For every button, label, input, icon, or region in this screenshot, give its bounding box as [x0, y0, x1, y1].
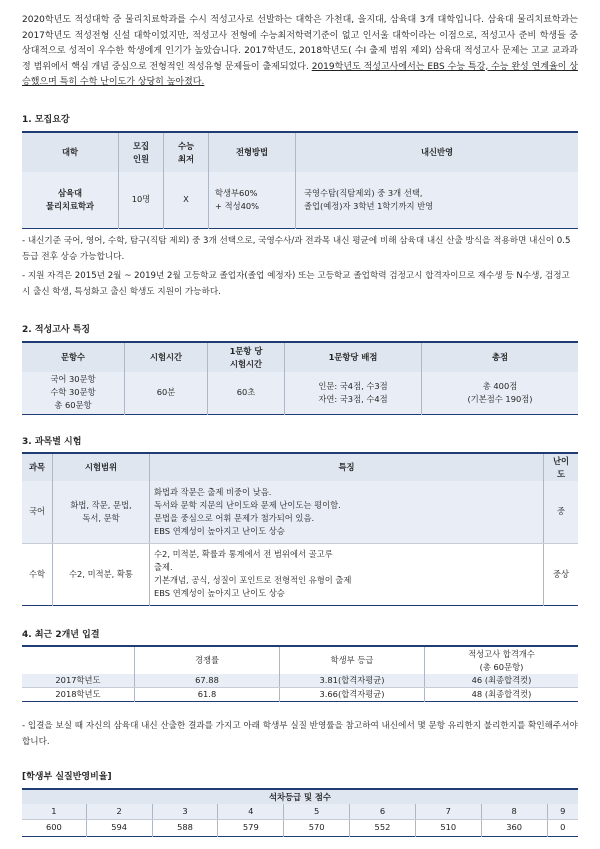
- col-rate: 경쟁률: [135, 646, 280, 674]
- cell-rate: 67.88: [135, 674, 280, 688]
- col-questions: 문항수: [60, 352, 86, 362]
- cell-rate: 61.8: [135, 688, 280, 702]
- col-per-time: 1문항 당 시험시간: [208, 342, 285, 372]
- col-univ: 대학: [61, 147, 79, 157]
- grade-cell: 8: [481, 804, 547, 819]
- intro-text: 2020학년도 적성대학 중 물리치료학과를 수시 적성고사로 선발하는 대학은 가천대, 을지대, 삼육대 3개 대학입니다. 삼육대 물리치료학과는 2017학년도 적성전형 신설 대학이었지만, 적성고사 전형에 수능최저학력기준이 없고 인서울 대학이라는 이점으로, 적성고사 준비 학생들 중 상대적으로 성적이 우수한 학생에게 인기가 높았습니다. 2017학년도, 2018학년도( 수I 출제 범위 제외) 삼육대 적성고사 문제는 고교 교과과정 범위에서 핵심 개념 중심으로 전형적인 적성유형 문제들이 출제되었다.: [22, 15, 578, 72]
- score-cell: 510: [415, 819, 481, 836]
- col-grade: 학생부 등급: [280, 646, 425, 674]
- col-time: 시험시간: [125, 342, 208, 372]
- section-2-title: 2. 적성고사 특징: [22, 325, 91, 335]
- cell-naesin: 국영수탐(직탐제외) 중 3개 선택, 졸업(예정)자 3학년 1학기까지 반영: [296, 172, 579, 228]
- cell-year: 2017학년도: [22, 674, 135, 688]
- col-subject: 과목: [28, 462, 46, 472]
- col-year: [22, 646, 135, 674]
- cell-year: 2018학년도: [55, 689, 101, 699]
- cell-points: 인문: 국4점, 수3점 자연: 국3점, 수4점: [285, 372, 422, 414]
- cell-range-math: 수2, 미적분, 확통: [53, 543, 150, 605]
- score-cell: 0: [547, 819, 578, 836]
- score-cell: 588: [152, 819, 218, 836]
- col-naesin: 내신반영: [296, 132, 579, 172]
- aptitude-table: [22, 341, 578, 415]
- score-cell: 600: [45, 822, 62, 832]
- score-cell: 594: [86, 819, 152, 836]
- section-1-note-2: - 지원 자격은 2015년 2월 ~ 2019년 2월 고등학교 졸업자(졸업 예정자) 또는 고등학교 졸업학력 검정고시 합격자이므로 재수생 등 N수생, 검정고시 출신 학생, 특성화고 출신 학생도 지원이 가능하다.: [22, 271, 570, 297]
- cell-count: 10명: [119, 172, 164, 228]
- col-min: 수능 최저: [164, 132, 209, 172]
- section-4-note: - 입결을 보실 때 자신의 삼육대 내신 산출한 결과를 가지고 아래 학생부 실질 반영률을 참고하여 내신에서 몇 문항 유리한지 불리한지를 확인해주셔야 합니다.: [22, 721, 578, 747]
- section-1-title: 1. 모집요강: [22, 115, 70, 125]
- cell-grade: 3.81(합격자평균): [280, 674, 425, 688]
- feature-line: 독서와 문학 지문의 난이도와 문제 난이도는 평이함.: [154, 499, 341, 510]
- grade-cell: 1: [22, 804, 86, 819]
- score-cell: 360: [481, 819, 547, 836]
- results-table: [22, 645, 578, 702]
- cell-features-korean: [150, 481, 544, 543]
- feature-line: 수2, 미적분, 확률과 통계에서 전 범위에서 골고루: [154, 549, 333, 559]
- col-total: 총점: [422, 342, 579, 372]
- col-method: 전형방법: [209, 132, 296, 172]
- recruit-table: [22, 131, 578, 229]
- col-cnt: 적성고사 합격개수 (총 60문항): [425, 646, 579, 674]
- feature-line: 화법과 작문은 출제 비중이 낮음.: [154, 486, 272, 497]
- grade-cell: 6: [350, 804, 416, 819]
- col-level: 난이 도: [544, 453, 579, 481]
- cell-time: 60분: [125, 372, 208, 414]
- section-3-title: 3. 과목별 시험: [22, 437, 82, 447]
- col-features: 특징: [150, 453, 544, 481]
- section-4-title: 4. 최근 2개년 입결: [22, 630, 100, 640]
- grade-cell: 7: [415, 804, 481, 819]
- grade-cell: 9: [547, 804, 578, 819]
- cell-cnt: 48 (최종합격컷): [425, 688, 579, 702]
- grade-score-table: [22, 788, 578, 837]
- section-5-title: [학생부 실질반영비율]: [22, 772, 112, 782]
- feature-line: 문법을 중심으로 어휘 문제가 첨가되어 있음.: [154, 512, 315, 523]
- feature-line: 기본개념, 공식, 성질이 포인트로 전형적인 유형이 출제: [154, 575, 352, 585]
- cell-range-korean: 화법, 작문, 문법, 독서, 문학: [53, 481, 150, 543]
- score-cell: 570: [284, 819, 350, 836]
- cell-cnt: 46 (최종합격컷): [425, 674, 579, 688]
- cell-total: 총 400점 (기본점수 190점): [422, 372, 579, 414]
- feature-line: 출제.: [154, 562, 173, 572]
- col-range: 시험범위: [53, 453, 150, 481]
- cell-per-time: 60초: [208, 372, 285, 414]
- cell-level-math: 중상: [544, 543, 579, 605]
- col-count: 모집 인원: [119, 132, 164, 172]
- grade-cell: 3: [152, 804, 218, 819]
- col-points: 1문항당 배점: [285, 342, 422, 372]
- grade-score-header: 석차등급 및 점수: [269, 791, 331, 802]
- intro-underlined-text: 2019학년도 적성고사에서는 EBS 수능 특강, 수능 완성 연계율이 상승했으며 특히 수학 난이도가 상당히 높아졌다.: [22, 61, 578, 87]
- section-1-note-1: - 내신기준 국어, 영어, 수학, 탐구(직탐 제외) 중 3개 선택으로, 국영수사/과 전과목 내신 평균에 비해 삼육대 내신 산출 방식을 적용하면 내신이 0.5등급 전후 상승 가능합니다.: [22, 236, 571, 262]
- cell-grade: 3.66(합격자평균): [280, 688, 425, 702]
- intro-paragraph: [22, 13, 578, 91]
- cell-questions: 국어 30문항 수학 30문항 총 60문항: [50, 374, 96, 411]
- cell-univ: 삼육대 물리치료학과: [45, 187, 95, 211]
- cell-features-math: [150, 543, 544, 605]
- score-cell: 579: [218, 819, 284, 836]
- feature-line: EBS 연계성이 높아지고 난이도 상승: [154, 588, 285, 598]
- grade-cell: 2: [86, 804, 152, 819]
- cell-subject-korean: 국어: [22, 481, 53, 543]
- cell-min: X: [164, 172, 209, 228]
- cell-subject-math: 수학: [28, 568, 46, 579]
- cell-level-korean: 중: [544, 481, 579, 543]
- cell-method: 학생부60% + 적성40%: [209, 172, 296, 228]
- score-cell: 552: [350, 819, 416, 836]
- feature-line: EBS 연계성이 높아지고 난이도 상승: [154, 525, 285, 536]
- grade-cell: 4: [218, 804, 284, 819]
- subject-table: [22, 452, 578, 606]
- grade-cell: 5: [284, 804, 350, 819]
